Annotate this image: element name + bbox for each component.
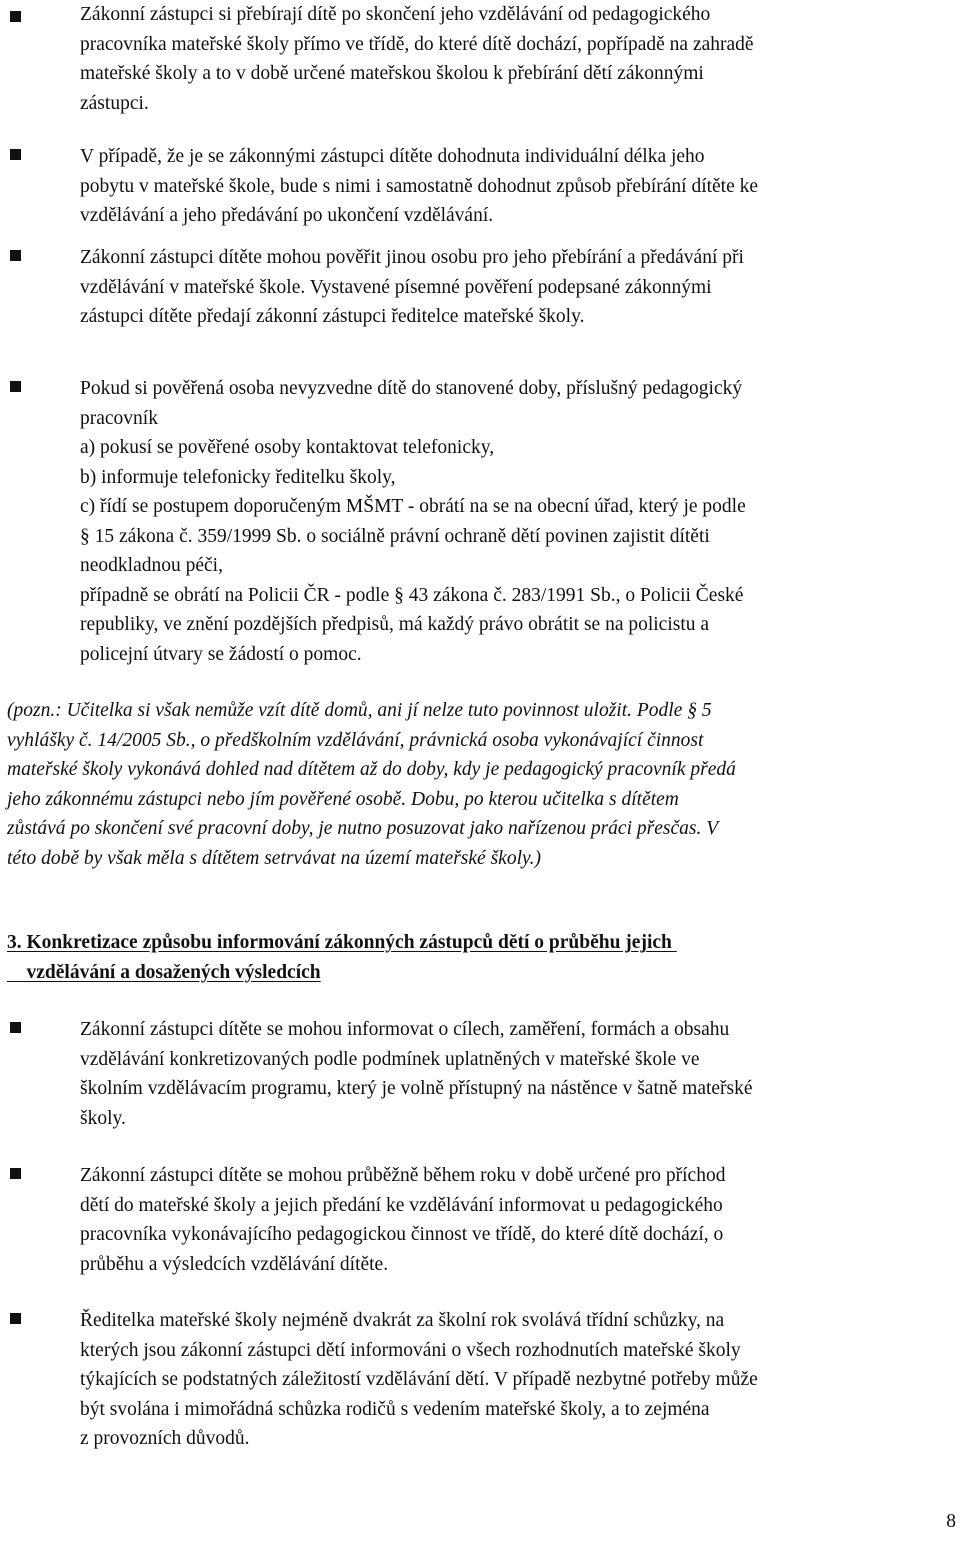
page-number: 8 (946, 1511, 956, 1532)
text-line: Zákonní zástupci dítěte se mohou průběžně během roku v době určené pro příchod (80, 1165, 726, 1186)
bullet-icon (10, 149, 21, 160)
text-line: vzdělávání konkretizovaných podle podmínek uplatněných v mateřské škole ve (80, 1048, 700, 1070)
text-line: republiky, ve znění pozdějších předpisů, má každý právo obrátit se na policistu a (80, 614, 710, 635)
text-line: zástupci. (80, 92, 149, 114)
heading-line: 3. Konkretizace způsobu informování zákonných zástupců dětí o průběhu jejich (7, 932, 677, 953)
text-line: kterých jsou zákonní zástupci dětí informováni o všech rozhodnutích mateřské školy (80, 1339, 741, 1361)
text-line: být svolána i mimořádná schůzka rodičů s vedením mateřské školy, a to zejména (80, 1398, 710, 1420)
heading-line: vzdělávání a dosažených výsledcích (7, 961, 321, 983)
text-line: V případě, že je se zákonnými zástupci dítěte dohodnuta individuální délka jeho (80, 146, 705, 167)
text-line: § 15 zákona č. 359/1999 Sb. o sociálně právní ochraně dětí povinen zajistit dítěti (80, 525, 710, 547)
text-line: a) pokusí se pověřené osoby kontaktovat telefonicky, (80, 437, 495, 458)
text-line: vzdělávání v mateřské škole. Vystavené písemné pověření podepsané zákonnými (80, 276, 712, 298)
text-line: případně se obrátí na Policii ČR - podle § 43 zákona č. 283/1991 Sb., o Policii České (80, 584, 744, 606)
text-line: policejní útvary se žádostí o pomoc. (80, 643, 362, 665)
paragraph-late-pickup (80, 374, 958, 669)
text-line: dětí do mateřské školy a jejich předání ke vzdělávání informovat u pedagogického (80, 1194, 723, 1216)
text-line: mateřské školy a to v době určené mateřskou školou k přebírání dětí zákonnými (80, 63, 704, 84)
text-line: Pokud si pověřená osoba nevyzvedne dítě do stanovené doby, příslušný pedagogický (80, 378, 743, 399)
text-line: pracovníka vykonávajícího pedagogickou činnost ve třídě, do které dítě dochází, o (80, 1224, 724, 1245)
paragraph-pickup (80, 0, 958, 118)
bullet-icon (10, 1313, 21, 1324)
bullet-icon (10, 11, 21, 22)
bullet-icon (10, 1168, 21, 1179)
text-line: zástupci dítěte předají zákonní zástupci ředitelce mateřské školy. (80, 306, 585, 327)
text-line: neodkladnou péči, (80, 555, 223, 576)
bullet-icon (10, 250, 21, 261)
text-line: mateřské školy vykonává dohled nad dítětem až do doby, kdy je pedagogický pracovník předá (7, 759, 736, 780)
text-line: školy. (80, 1107, 126, 1129)
text-line: jeho zákonnému zástupci nebo jím pověřené osobě. Dobu, po kterou učitelka s dítětem (7, 788, 679, 810)
note-paragraph (7, 696, 957, 873)
text-line: zůstává po skončení své pracovní doby, je nutno posuzovat jako nařízenou práci přesčas. V (7, 818, 719, 839)
text-line: týkajících se podstatných záležitostí vzdělávání dětí. V případě nezbytné potřeby může (80, 1369, 758, 1390)
text-line: pracovníka mateřské školy přímo ve třídě, do které dítě dochází, popřípadě na zahradě (80, 33, 754, 55)
text-line: školním vzdělávacím programu, který je volně přístupný na nástěnce v šatně mateřské (80, 1078, 753, 1099)
text-line: pobytu v mateřské škole, bude s nimi i samostatně dohodnut způsob přebírání dítěte ke (80, 175, 759, 197)
text-line: vyhlášky č. 14/2005 Sb., o předškolním vzdělávání, právnická osoba vykonávající činnost (7, 729, 704, 751)
text-line: z provozních důvodů. (80, 1428, 250, 1449)
text-line: Zákonní zástupci si přebírají dítě po skončení jeho vzdělávání od pedagogického (80, 4, 711, 25)
text-line: této době by však měla s dítětem setrvávat na území mateřské školy.) (7, 847, 541, 869)
paragraph-parent-meetings (80, 1306, 958, 1454)
paragraph-authorization (80, 243, 958, 332)
text-line: Ředitelka mateřské školy nejméně dvakrát za školní rok svolává třídní schůzky, na (80, 1310, 725, 1331)
paragraph-curriculum-info (80, 1015, 958, 1133)
text-line: c) řídí se postupem doporučeným MŠMT - obrátí na se na obecní úřad, který je podle (80, 496, 746, 517)
bullet-icon (10, 1022, 21, 1033)
text-line: b) informuje telefonicky ředitelku školy, (80, 466, 396, 488)
text-line: pracovník (80, 407, 158, 429)
paragraph-progress-info (80, 1161, 958, 1279)
text-line: Zákonní zástupci dítěte mohou pověřit jinou osobu pro jeho přebírání a předávání při (80, 247, 744, 268)
text-line: vzdělávání a jeho předávání po ukončení vzdělávání. (80, 205, 494, 226)
paragraph-individual-stay (80, 142, 958, 231)
text-line: (pozn.: Učitelka si však nemůže vzít dítě domů, ani jí nelze tuto povinnost uložit. Podle § 5 (7, 700, 712, 721)
bullet-icon (10, 381, 21, 392)
section-heading (7, 928, 957, 987)
text-line: Zákonní zástupci dítěte se mohou informovat o cílech, zaměření, formách a obsahu (80, 1019, 730, 1040)
text-line: průběhu a výsledcích vzdělávání dítěte. (80, 1253, 389, 1275)
